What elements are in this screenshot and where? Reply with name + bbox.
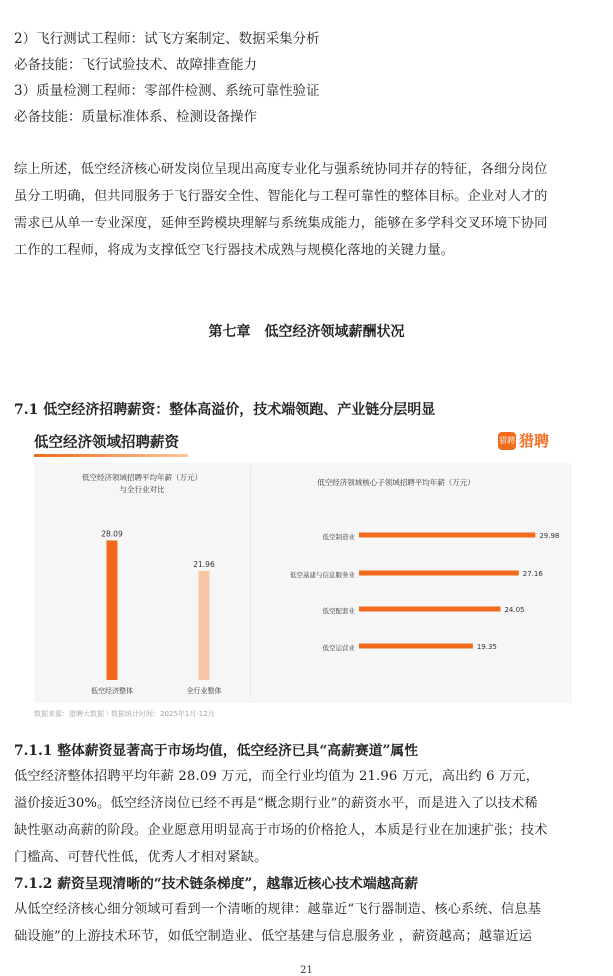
hbar-category-label: 低空基建与信息服务业 xyxy=(290,571,355,579)
hbar-value-label: 27.16 xyxy=(522,570,543,578)
section-7-1-1-heading: 7.1.1 整体薪资显著高于市场均值，低空经济已具“高薪赛道”属性 xyxy=(14,743,419,759)
chart-left-title-line: 与全行业对比 xyxy=(119,485,165,494)
hbar-3 xyxy=(359,607,500,612)
p-7-1-1-line-3: 缺性驱动高薪的阶段。企业愿意用明显高于市场的价格抢人，本质是行业在加速扩张；技术 xyxy=(14,823,548,838)
hbar-value-label: 29.98 xyxy=(539,532,560,540)
hbar-2 xyxy=(359,571,519,576)
hbar-category-label: 低空制造业 xyxy=(322,533,355,541)
top-line-1: 2）飞行测试工程师：试飞方案制定、数据采集分析 xyxy=(14,31,320,47)
bar-category-label: 低空经济整体 xyxy=(91,687,133,695)
top-line-2: 必备技能：飞行试验技术、故障排查能力 xyxy=(14,57,257,73)
chart-overall-vs-all xyxy=(34,463,250,703)
summary-line-1: 综上所述，低空经济核心研发岗位呈现出高度专业化与强系统协同并存的特征，各细分岗位 xyxy=(14,162,548,177)
section-7-1-2-heading: 7.1.2 薪资呈现清晰的“技术链条梯度”，越靠近核心技术端越高薪 xyxy=(14,876,419,892)
hbar-value-label: 24.05 xyxy=(504,606,525,614)
summary-line-3: 需求已从单一专业深度，延伸至跨模块理解与系统集成能力，能够在多学科交叉环境下协同 xyxy=(14,216,548,231)
p-7-1-2-line-1: 从低空经济核心细分领域可看到一个清晰的规律：越靠近“飞行器制造、核心系统、信息基 xyxy=(14,902,542,917)
section-7-1-heading: 7.1 低空经济招聘薪资：整体高溢价，技术端领跑、产业链分层明显 xyxy=(14,402,436,418)
chapter-title: 第七章 低空经济领域薪酬状况 xyxy=(208,324,405,340)
liepin-logo xyxy=(498,430,549,451)
summary-line-4: 工作的工程师，将成为支撑低空飞行器技术成熟与规模化落地的关键力量。 xyxy=(14,243,455,258)
top-line-4: 必备技能：质量标准体系、检测设备操作 xyxy=(14,109,257,125)
salary-figure xyxy=(14,423,574,723)
figure-source: 数据来源：猎聘大数据｜数据统计时间：2025年1月-12月 xyxy=(34,710,215,718)
chart-right-title: 低空经济领域核心子领域招聘平均年薪（万元） xyxy=(317,478,475,487)
bar-1 xyxy=(107,540,118,680)
hbar-category-label: 低空配套业 xyxy=(322,607,355,615)
bar-2 xyxy=(199,571,210,680)
top-line-3: 3）质量检测工程师：零部件检测、系统可靠性验证 xyxy=(14,83,320,99)
p-7-1-1-line-2: 溢价接近30%。低空经济岗位已经不再是“概念期行业”的薪资水平，而是进入了以技术稀 xyxy=(14,796,538,811)
hbar-value-label: 19.35 xyxy=(476,643,497,651)
bar-value-label: 28.09 xyxy=(101,529,123,539)
chart-subsector-salary xyxy=(251,463,572,703)
hbar-1 xyxy=(359,533,535,538)
bar-value-label: 21.96 xyxy=(193,559,215,569)
figure-title-underline xyxy=(34,454,188,457)
hbar-category-label: 低空运营业 xyxy=(322,644,355,652)
page-number: 21 xyxy=(300,965,313,976)
hbar-4 xyxy=(359,644,473,649)
summary-line-2: 虽分工明确，但共同服务于飞行器安全性、智能化与工程可靠性的整体目标。企业对人才的 xyxy=(14,189,548,204)
bar-category-label: 全行业整体 xyxy=(186,687,222,695)
p-7-1-1-line-1: 低空经济整体招聘平均年薪 28.09 万元，而全行业均值为 21.96 万元，高出约 6 万元， xyxy=(14,769,540,784)
p-7-1-2-line-2: 础设施”的上游技术环节，如低空制造业、低空基建与信息服务业 ，薪资越高；越靠近运 xyxy=(14,929,533,944)
liepin-logo-text: 猎聘 xyxy=(519,432,550,450)
chart-left-title-line: 低空经济领域招聘平均年薪（万元） xyxy=(82,473,202,482)
p-7-1-1-line-4: 门槛高、可替代性低，优秀人才相对紧缺。 xyxy=(14,850,268,865)
figure-title: 低空经济领域招聘薪资 xyxy=(34,435,179,451)
liepin-logo-icon: 猎聘 xyxy=(498,432,516,450)
